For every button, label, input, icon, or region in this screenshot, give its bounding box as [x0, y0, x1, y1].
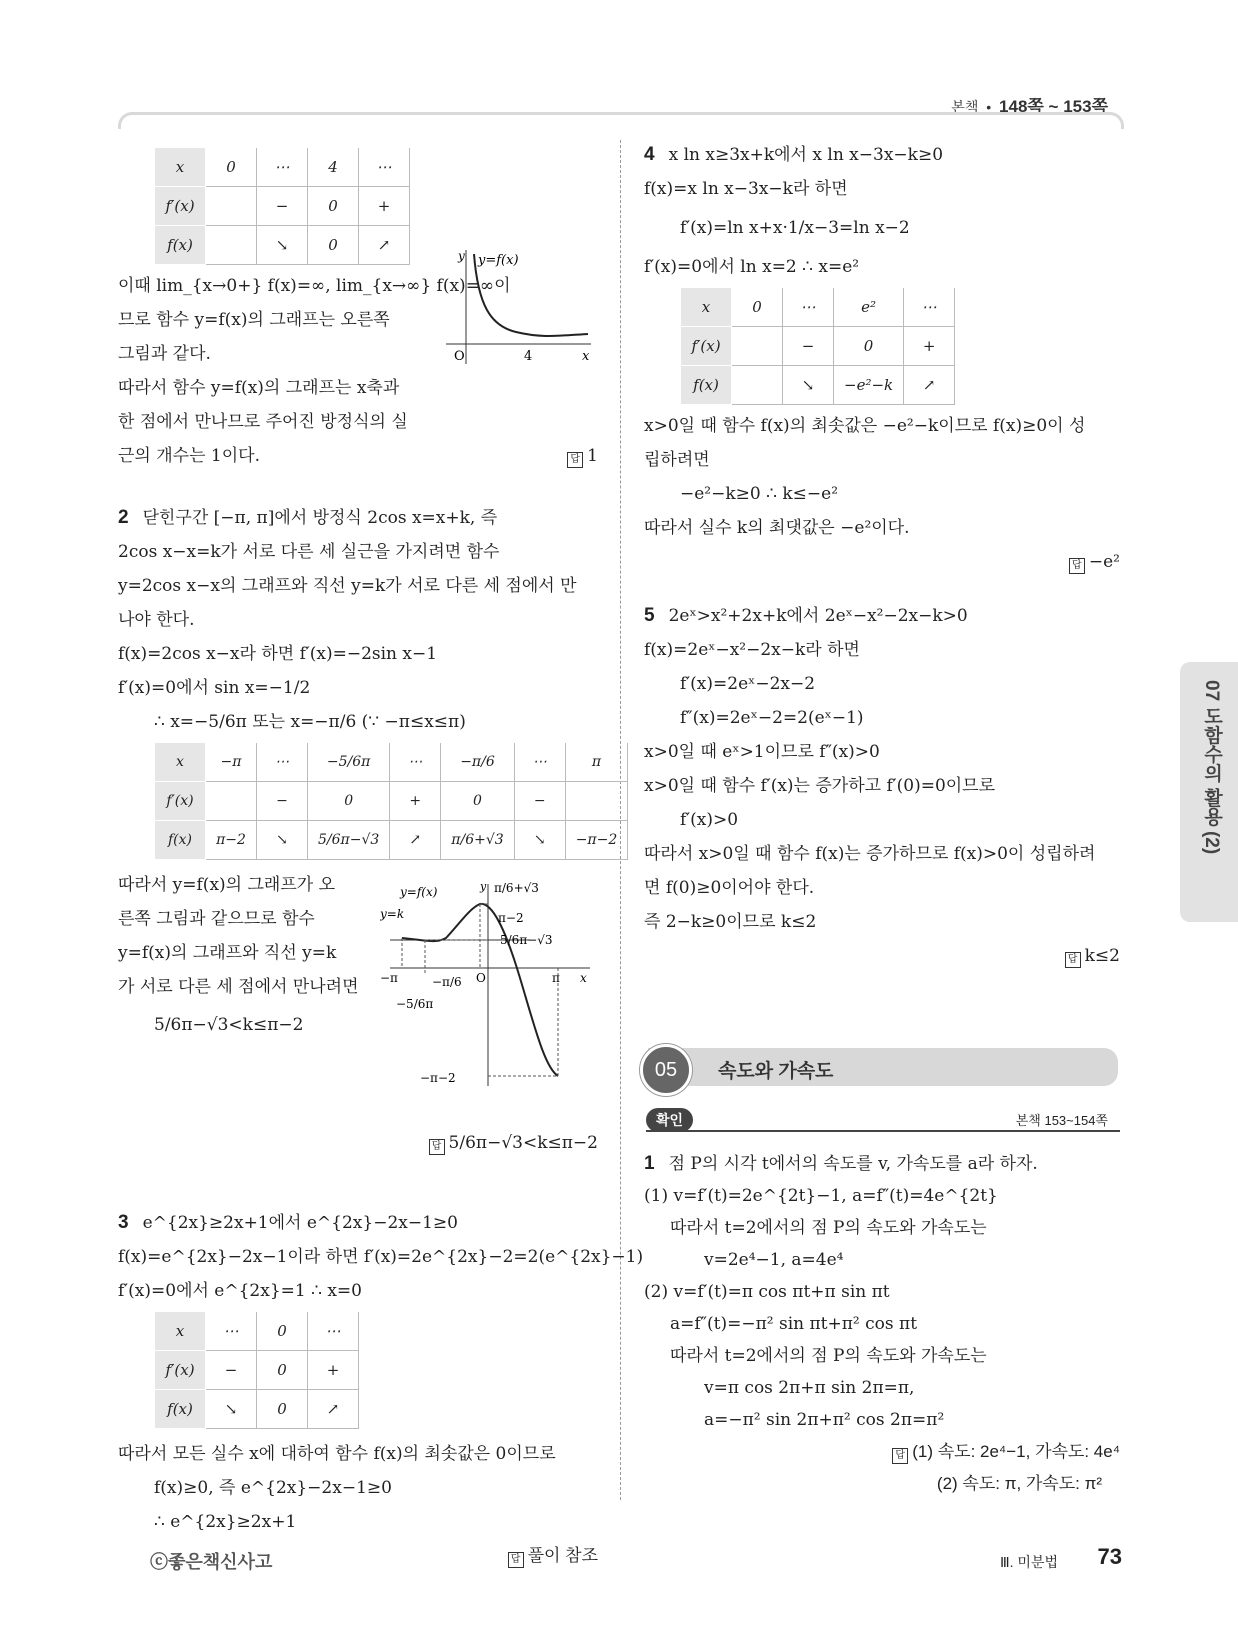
svg-text:−π−2: −π−2	[420, 1071, 456, 1085]
confirm-answer-1: 답 (1) 속도: 2e⁴−1, 가속도: 4e⁴	[644, 1436, 1120, 1468]
svg-text:−5/6π: −5/6π	[396, 997, 434, 1011]
table-2: x −π ⋯ −5/6π ⋯ −π/6 ⋯ π f′(x) − 0 + 0 − f(x) π−2 ↘ 5/6π−√3 ↗ π/6+√3 ↘ −π−2	[154, 743, 628, 860]
svg-text:y=f(x): y=f(x)	[400, 885, 438, 899]
svg-text:−π/6: −π/6	[432, 975, 462, 989]
solution-1-text: 이때 lim_{x→0+} f(x)=∞, lim_{x→∞} f(x)=∞이 므로 함수 y=f(x)의 그래프는 오른쪽 그림과 같다. 따라서 함수 y=f(x)의 그래프는 x축과 한 점에서 만나므로 주어진 방정식의 실 근의 개수는 1이다.	[118, 276, 511, 466]
svg-text:y: y	[480, 880, 487, 893]
confirm-solution-1: 1 점 P의 시각 t에서의 속도를 v, 가속도를 a라 하자. (1) v=f′(t)=2e^{2t}−1, a=f″(t)=4e^{2t} 따라서 t=2에서의 점 P의 속도와 가속도는 v=2e⁴−1, a=4e⁴ (2) v=f′(t)=π cos πt+π sin πt a=f″(t)=−π² sin πt+π² cos πt 따라서 t=2에서의 점 P의 속도와 가속도는 v=π cos 2π+π sin 2π=π, a=−π² sin 2π+π² cos 2π=π² 답 (1) 속도: 2e⁴−1, 가속도: 4e⁴ (2) 속도: π, 가속도: π²	[644, 1153, 1120, 1493]
graph-2	[380, 878, 600, 1088]
table-1: x 0 ⋯ 4 ⋯ f′(x) − 0 + f(x) ↘ 0 ↗	[154, 148, 410, 265]
answer-2: 답 5/6π−√3<k≤π−2	[118, 1126, 598, 1160]
page-header: 본책 • 148쪽 ~ 153쪽	[951, 97, 1108, 116]
svg-text:O: O	[476, 971, 486, 985]
section-title: 속도와 가속도	[718, 1061, 834, 1082]
graph-1	[436, 246, 596, 366]
confirm-tag: 확인	[646, 1108, 693, 1132]
svg-text:4: 4	[524, 349, 533, 364]
page-range: 148쪽 ~ 153쪽	[999, 97, 1108, 116]
chapter-side-tab: 07 도함수의 활용 (2)	[1180, 662, 1238, 922]
answer-3: 답 풀이 참조	[118, 1539, 598, 1573]
confirm-bar	[646, 1108, 1120, 1132]
answer-4: 답 −e²	[644, 545, 1120, 579]
svg-text:π/6+√3: π/6+√3	[494, 881, 539, 895]
svg-text:5/6π−√3: 5/6π−√3	[500, 933, 553, 947]
solution-2: 2 닫힌구간 [−π, π]에서 방정식 2cos x=x+k, 즉 2cos x−x=k가 서로 다른 세 실근을 가지려면 함수 y=2cos x−x의 그래프와 직선 y=k가 서로 다른 세 점에서 만 나야 한다. f(x)=2cos x−x라 하면 f′(x)=−2sin x−1 f′(x)=0에서 sin x=−1/2 ∴ x=−5/6π 또는 x=−π/6 (∵ −π≤x≤π)	[118, 507, 577, 732]
solution-4: 4 x ln x≥3x+k에서 x ln x−3x−k≥0 f(x)=x ln x−3x−k라 하면 f′(x)=ln x+x·1/x−3=ln x−2 f′(x)=0에서 ln x=2 ∴ x=e²	[644, 144, 944, 277]
svg-text:−π: −π	[380, 971, 398, 985]
chapter-footer: Ⅲ. 미분법	[999, 1554, 1058, 1570]
solution-2-conclusion: 따라서 y=f(x)의 그래프가 오 른쪽 그림과 같으므로 함수 y=f(x)의 그래프와 직선 y=k 가 서로 다른 세 점에서 만나려면 5/6π−√3<k≤π−2	[118, 875, 359, 1035]
solution-3-conclusion: 따라서 모든 실수 x에 대하여 함수 f(x)의 최솟값은 0이므로 f(x)≥0, 즉 e^{2x}−2x−1≥0 ∴ e^{2x}≥2x+1	[118, 1444, 556, 1532]
answer-1: 답 1	[118, 439, 598, 473]
svg-text:x: x	[582, 349, 590, 364]
solution-4-conclusion: x>0일 때 함수 f(x)의 최솟값은 −e²−k이므로 f(x)≥0이 성 립하려면 −e²−k≥0 ∴ k≤−e² 따라서 실수 k의 최댓값은 −e²이다.	[644, 416, 1086, 538]
svg-text:x: x	[580, 971, 587, 985]
svg-text:π−2: π−2	[498, 911, 524, 925]
solution-5: 5 2eˣ>x²+2x+k에서 2eˣ−x²−2x−k>0 f(x)=2eˣ−x²−2x−k라 하면 f′(x)=2eˣ−2x−2 f″(x)=2eˣ−2=2(eˣ−1) x>0일 때 eˣ>1이므로 f″(x)>0 x>0일 때 함수 f′(x)는 증가하고 f′(0)=0이므로 f′(x)>0 따라서 x>0일 때 함수 f(x)는 증가하므로 f(x)>0이 성립하려 면 f(0)≥0이어야 한다. 즉 2−k≥0이므로 k≤2	[644, 605, 1096, 932]
svg-text:O: O	[454, 349, 465, 364]
section-05-banner	[648, 1048, 1118, 1086]
answer-5: 답 k≤2	[644, 939, 1120, 973]
right-column	[644, 138, 1120, 973]
confirm-ref: 본책 153~154쪽	[1015, 1113, 1108, 1128]
svg-text:π: π	[552, 971, 560, 985]
section-number: 05	[640, 1044, 692, 1096]
svg-text:y: y	[458, 249, 465, 263]
svg-text:y=f(x): y=f(x)	[478, 253, 519, 268]
solution-3: 3 e^{2x}≥2x+1에서 e^{2x}−2x−1≥0 f(x)=e^{2x}−2x−1이라 하면 f′(x)=2e^{2x}−2=2(e^{2x}−1) f′(x)=0에서 e^{2x}=1 ∴ x=0	[118, 1212, 644, 1301]
svg-text:y=k: y=k	[380, 907, 405, 921]
page-number: 73	[1097, 1544, 1122, 1569]
table-4: x 0 ⋯ e² ⋯ f′(x) − 0 + f(x) ↘ −e²−k ↗	[680, 288, 955, 405]
top-rule	[118, 112, 1124, 129]
table-3: x ⋯ 0 ⋯ f′(x) − 0 + f(x) ↘ 0 ↗	[154, 1312, 359, 1429]
publisher: ⓒ좋은책신사고	[150, 1552, 273, 1572]
